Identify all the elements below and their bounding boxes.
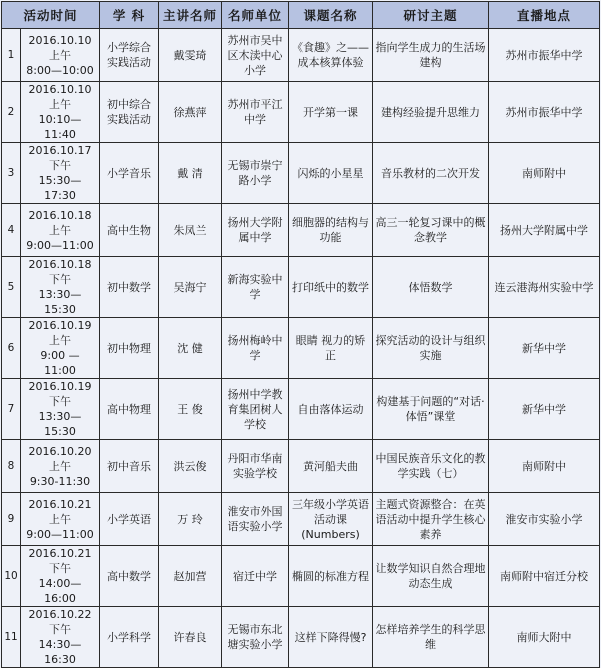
activity-date: 2016.10.10 <box>28 33 92 47</box>
unit-cell: 无锡市东北塘实验小学 <box>222 607 289 668</box>
activity-period: 上午 <box>49 48 71 62</box>
table-row <box>2 143 600 204</box>
row-index: 11 <box>2 607 21 668</box>
schedule-table-wrapper <box>1 1 600 668</box>
row-index: 8 <box>2 440 21 493</box>
unit-cell: 无锡市崇宁路小学 <box>222 143 289 204</box>
activity-period: 下午 <box>49 623 71 636</box>
header-activity-time: 活动时间 <box>2 2 100 29</box>
topic-cell: 开学第一课 <box>289 82 373 143</box>
subject-cell: 初中音乐 <box>100 440 159 493</box>
activity-time-cell <box>21 204 100 257</box>
activity-period: 下午 <box>49 159 71 172</box>
table-row <box>2 82 600 143</box>
header-theme: 研讨主题 <box>373 2 489 29</box>
header-location: 直播地点 <box>489 2 600 29</box>
topic-cell: 黄河船夫曲 <box>289 440 373 493</box>
topic-cell: 细胞器的结构与功能 <box>289 204 373 257</box>
activity-time-cell <box>21 379 100 440</box>
subject-cell: 小学音乐 <box>100 143 159 204</box>
header-teacher: 主讲名师 <box>159 2 222 29</box>
activity-time-cell <box>21 257 100 318</box>
activity-date: 2016.10.17 <box>28 144 92 157</box>
teacher-cell: 沈 健 <box>159 318 222 379</box>
activity-date: 2016.10.10 <box>28 83 92 96</box>
theme-cell: 体悟数学 <box>373 257 489 318</box>
activity-period: 上午 <box>49 334 71 347</box>
table-row <box>2 318 600 379</box>
table-row <box>2 204 600 257</box>
location-cell: 淮安市实验小学 <box>489 493 600 546</box>
activity-period: 上午 <box>49 512 71 526</box>
row-index: 6 <box>2 318 21 379</box>
activity-time: 15:30—17:30 <box>38 174 82 202</box>
activity-period: 下午 <box>49 562 71 575</box>
activity-time: 14:30—16:30 <box>38 638 82 666</box>
subject-cell: 高中物理 <box>100 379 159 440</box>
activity-date: 2016.10.21 <box>28 497 92 511</box>
activity-time-cell <box>21 493 100 546</box>
location-cell: 苏州市振华中学 <box>489 82 600 143</box>
table-row <box>2 493 600 546</box>
theme-cell: 指向学生成力的生活场建构 <box>373 29 489 82</box>
activity-time-cell <box>21 546 100 607</box>
location-cell: 新华中学 <box>489 318 600 379</box>
header-topic: 课题名称 <box>289 2 373 29</box>
unit-cell: 苏州市平江中学 <box>222 82 289 143</box>
theme-cell: 建构经验提升思维力 <box>373 82 489 143</box>
location-cell: 扬州大学附属中学 <box>489 204 600 257</box>
table-row <box>2 440 600 493</box>
topic-cell: 椭圆的标准方程 <box>289 546 373 607</box>
activity-time: 14:00—16:00 <box>38 577 82 605</box>
activity-time: 13:30—15:30 <box>38 410 82 438</box>
subject-cell: 初中物理 <box>100 318 159 379</box>
activity-date: 2016.10.19 <box>28 380 92 393</box>
row-index: 5 <box>2 257 21 318</box>
unit-cell: 宿迁中学 <box>222 546 289 607</box>
activity-period: 上午 <box>49 459 71 473</box>
location-cell: 南师附中 <box>489 440 600 493</box>
activity-time-cell <box>21 440 100 493</box>
subject-cell: 小学综合实践活动 <box>100 29 159 82</box>
subject-cell: 小学英语 <box>100 493 159 546</box>
location-cell: 苏州市振华中学 <box>489 29 600 82</box>
teacher-cell: 许春良 <box>159 607 222 668</box>
activity-time: 9:00 — 11:00 <box>40 349 80 377</box>
subject-cell: 小学科学 <box>100 607 159 668</box>
activity-period: 下午 <box>49 395 71 408</box>
row-index: 1 <box>2 29 21 82</box>
theme-cell: 音乐教材的二次开发 <box>373 143 489 204</box>
activity-date: 2016.10.21 <box>28 547 92 560</box>
activity-time-cell <box>21 607 100 668</box>
activity-time: 10:10—11:40 <box>38 113 82 141</box>
unit-cell: 丹阳市华南实验学校 <box>222 440 289 493</box>
topic-cell: 打印纸中的数学 <box>289 257 373 318</box>
teacher-cell: 赵加营 <box>159 546 222 607</box>
teacher-cell: 万 玲 <box>159 493 222 546</box>
row-index: 7 <box>2 379 21 440</box>
activity-date: 2016.10.22 <box>28 608 92 621</box>
activity-date: 2016.10.18 <box>28 258 92 271</box>
topic-cell: 眼睛 视力的矫正 <box>289 318 373 379</box>
theme-cell: 中国民族音乐文化的教学实践（七） <box>373 440 489 493</box>
unit-cell: 扬州梅岭中学 <box>222 318 289 379</box>
teacher-cell: 戴雯琦 <box>159 29 222 82</box>
activity-date: 2016.10.20 <box>28 444 92 458</box>
theme-cell: 让数学知识自然合理地动态生成 <box>373 546 489 607</box>
activity-period: 上午 <box>49 223 71 237</box>
teacher-cell: 王 俊 <box>159 379 222 440</box>
location-cell: 连云港海州实验中学 <box>489 257 600 318</box>
activity-time: 13:30—15:30 <box>38 288 82 316</box>
theme-cell: 怎样培养学生的科学思维 <box>373 607 489 668</box>
header-row <box>2 2 600 29</box>
row-index: 10 <box>2 546 21 607</box>
header-unit: 名师单位 <box>222 2 289 29</box>
topic-cell: 这样下降得慢? <box>289 607 373 668</box>
topic-cell: 闪烁的小星星 <box>289 143 373 204</box>
activity-date: 2016.10.18 <box>28 208 92 222</box>
subject-cell: 初中数学 <box>100 257 159 318</box>
theme-cell: 主题式资源整合：在英语活动中提升学生核心素养 <box>373 493 489 546</box>
location-cell: 南师附中宿迁分校 <box>489 546 600 607</box>
activity-time-cell <box>21 318 100 379</box>
theme-cell: 构建基于问题的“对话·体悟”课堂 <box>373 379 489 440</box>
location-cell: 新华中学 <box>489 379 600 440</box>
teacher-cell: 徐燕萍 <box>159 82 222 143</box>
table-row <box>2 257 600 318</box>
topic-cell: 《食趣》之——成本核算体验 <box>289 29 373 82</box>
schedule-table <box>1 1 600 668</box>
unit-cell: 扬州中学教育集团树人学校 <box>222 379 289 440</box>
unit-cell: 苏州市吴中区木渎中心小学 <box>222 29 289 82</box>
subject-cell: 初中综合实践活动 <box>100 82 159 143</box>
table-row <box>2 29 600 82</box>
table-row <box>2 379 600 440</box>
activity-period: 上午 <box>49 98 71 111</box>
theme-cell: 高三一轮复习课中的概念教学 <box>373 204 489 257</box>
activity-time: 9:00—11:00 <box>26 238 94 252</box>
subject-cell: 高中数学 <box>100 546 159 607</box>
teacher-cell: 吴海宁 <box>159 257 222 318</box>
location-cell: 南师大附中 <box>489 607 600 668</box>
row-index: 3 <box>2 143 21 204</box>
activity-date: 2016.10.19 <box>28 319 92 332</box>
unit-cell: 扬州大学附属中学 <box>222 204 289 257</box>
activity-time: 9:30-11:30 <box>29 474 91 488</box>
row-index: 2 <box>2 82 21 143</box>
unit-cell: 新海实验中学 <box>222 257 289 318</box>
activity-time-cell <box>21 29 100 82</box>
topic-cell: 三年级小学英语活动课(Numbers) <box>289 493 373 546</box>
theme-cell: 探究活动的设计与组织实施 <box>373 318 489 379</box>
subject-cell: 高中生物 <box>100 204 159 257</box>
activity-period: 下午 <box>49 273 71 286</box>
table-body <box>2 29 600 668</box>
row-index: 4 <box>2 204 21 257</box>
teacher-cell: 戴 清 <box>159 143 222 204</box>
unit-cell: 淮安市外国语实验小学 <box>222 493 289 546</box>
header-subject: 学 科 <box>100 2 159 29</box>
activity-time: 8:00—10:00 <box>26 63 94 77</box>
table-row <box>2 546 600 607</box>
table-row <box>2 607 600 668</box>
activity-time-cell <box>21 82 100 143</box>
activity-time: 9:00—11:00 <box>26 527 94 541</box>
teacher-cell: 朱凤兰 <box>159 204 222 257</box>
row-index: 9 <box>2 493 21 546</box>
topic-cell: 自由落体运动 <box>289 379 373 440</box>
location-cell: 南师附中 <box>489 143 600 204</box>
teacher-cell: 洪云俊 <box>159 440 222 493</box>
activity-time-cell <box>21 143 100 204</box>
